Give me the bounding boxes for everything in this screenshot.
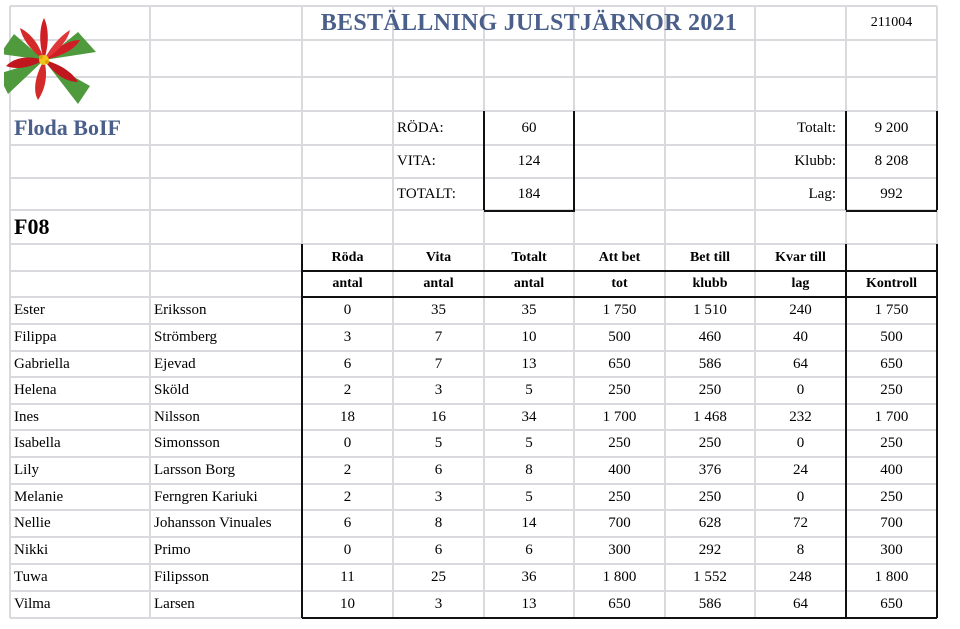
value-cell: 7 <box>434 329 443 345</box>
value-cell: 250 <box>698 488 722 505</box>
value-cell: 1 700 <box>602 408 637 425</box>
value-cell: 34 <box>521 408 537 425</box>
value-cell: 64 <box>793 355 808 372</box>
value-cell: 232 <box>789 408 812 425</box>
value-cell: 650 <box>880 355 903 372</box>
column-header-bottom: antal <box>513 276 545 291</box>
value-cell: 500 <box>608 329 631 345</box>
last-name-cell: Johansson Vinuales <box>154 515 272 531</box>
value-cell: 2 <box>343 382 352 398</box>
value-cell: 400 <box>880 462 903 478</box>
value-cell: 8 <box>525 462 533 478</box>
value-cell: 25 <box>431 569 446 585</box>
first-name-cell: Gabriella <box>14 355 70 372</box>
value-cell: 250 <box>608 435 631 451</box>
column-header-bottom: Kontroll <box>865 276 918 291</box>
first-name-cell: Vilma <box>14 596 51 612</box>
value-cell: 3 <box>343 329 352 345</box>
value-cell: 6 <box>343 515 352 531</box>
value-cell: 35 <box>431 302 446 318</box>
value-cell: 0 <box>796 382 805 398</box>
value-cell: 0 <box>343 302 352 318</box>
value-cell: 0 <box>796 488 805 505</box>
first-name-cell: Nellie <box>14 515 51 531</box>
column-header-bottom: antal <box>423 276 454 291</box>
column-header-top: Bet till <box>689 249 731 265</box>
page-title: BESTÄLLNING JULSTJÄRNOR 2021 <box>320 9 738 36</box>
value-cell: 10 <box>340 596 355 612</box>
value-cell: 1 800 <box>874 569 909 585</box>
grid-line <box>10 76 937 78</box>
value-cell: 1 750 <box>602 302 637 318</box>
value-cell: 240 <box>789 302 812 318</box>
value-cell: 586 <box>698 355 722 372</box>
column-header-bottom: tot <box>611 276 628 291</box>
totalt-value: 184 <box>517 185 541 202</box>
value-cell: 1 750 <box>874 302 909 318</box>
value-cell: 3 <box>434 596 443 612</box>
value-cell: 250 <box>698 382 722 398</box>
last-name-cell: Larsson Borg <box>154 462 235 478</box>
value-cell: 40 <box>793 329 808 345</box>
value-cell: 72 <box>793 515 808 531</box>
value-cell: 6 <box>525 542 533 558</box>
value-cell: 8 <box>796 542 805 558</box>
lag-value: 992 <box>880 185 903 202</box>
column-header-top: Vita <box>425 249 452 265</box>
value-cell: 11 <box>340 569 355 585</box>
value-cell: 2 <box>343 488 352 505</box>
value-cell: 5 <box>434 435 443 451</box>
document-code: 211004 <box>870 15 913 30</box>
first-name-cell: Filippa <box>14 329 57 345</box>
value-cell: 18 <box>340 408 355 425</box>
value-cell: 628 <box>698 515 722 531</box>
poinsettia-icon <box>4 14 108 118</box>
klubb-value: 8 208 <box>874 153 909 169</box>
column-header-bottom: klubb <box>692 276 728 291</box>
column-header-bottom: lag <box>791 276 810 291</box>
first-name-cell: Tuwa <box>14 569 48 585</box>
column-header-top: Röda <box>331 249 364 265</box>
last-name-cell: Strömberg <box>154 329 218 345</box>
value-cell: 248 <box>789 569 812 585</box>
value-cell: 1 468 <box>693 408 727 425</box>
value-cell: 6 <box>343 355 352 372</box>
totalt-sum-label: Totalt: <box>797 119 836 136</box>
column-header-top: Totalt <box>511 249 547 265</box>
value-cell: 13 <box>521 355 537 372</box>
last-name-cell: Eriksson <box>154 302 207 318</box>
value-cell: 650 <box>608 596 631 612</box>
last-name-cell: Filipsson <box>154 569 210 585</box>
value-cell: 3 <box>434 382 443 398</box>
order-sheet <box>10 6 937 618</box>
value-cell: 36 <box>521 569 537 585</box>
value-cell: 500 <box>880 329 903 345</box>
value-cell: 376 <box>698 462 722 478</box>
value-cell: 64 <box>793 596 808 612</box>
last-name-cell: Ferngren Kariuki <box>154 488 258 505</box>
first-name-cell: Helena <box>14 382 57 398</box>
value-cell: 10 <box>521 329 537 345</box>
last-name-cell: Larsen <box>154 596 195 612</box>
column-header-bottom: antal <box>332 276 363 291</box>
value-cell: 0 <box>343 435 352 451</box>
value-cell: 35 <box>521 302 537 318</box>
value-cell: 650 <box>608 355 631 372</box>
value-cell: 250 <box>880 488 903 505</box>
first-name-cell: Melanie <box>14 488 64 505</box>
value-cell: 700 <box>880 515 903 531</box>
club-name: Floda BoIF <box>14 115 121 140</box>
value-cell: 250 <box>608 488 631 505</box>
value-cell: 7 <box>434 355 443 372</box>
value-cell: 1 552 <box>693 569 727 585</box>
lag-label: Lag: <box>808 185 836 202</box>
column-header-top: Kvar till <box>775 249 826 265</box>
value-cell: 250 <box>608 382 631 398</box>
value-cell: 5 <box>525 382 533 398</box>
last-name-cell: Nilsson <box>154 408 200 425</box>
value-cell: 5 <box>525 435 533 451</box>
value-cell: 250 <box>880 382 903 398</box>
grid-line <box>484 210 575 212</box>
first-name-cell: Nikki <box>14 542 49 558</box>
value-cell: 400 <box>608 462 631 478</box>
value-cell: 650 <box>880 596 903 612</box>
value-cell: 292 <box>698 542 722 558</box>
totalt-sum-value: 9 200 <box>874 119 909 136</box>
roda-value: 60 <box>521 119 537 136</box>
column-header-top: Att bet <box>598 249 641 265</box>
value-cell: 3 <box>434 488 443 505</box>
value-cell: 1 700 <box>874 408 909 425</box>
value-cell: 5 <box>525 488 533 505</box>
value-cell: 6 <box>434 542 443 558</box>
value-cell: 300 <box>608 542 631 558</box>
value-cell: 16 <box>431 408 446 425</box>
last-name-cell: Sköld <box>154 382 190 398</box>
vita-value: 124 <box>517 153 541 169</box>
value-cell: 2 <box>343 462 352 478</box>
value-cell: 0 <box>343 542 352 558</box>
last-name-cell: Simonsson <box>154 435 220 451</box>
vita-label: VITA: <box>397 153 436 169</box>
value-cell: 300 <box>880 542 903 558</box>
first-name-cell: Isabella <box>14 435 61 451</box>
last-name-cell: Primo <box>154 542 191 558</box>
first-name-cell: Ines <box>14 408 39 425</box>
value-cell: 6 <box>434 462 443 478</box>
first-name-cell: Lily <box>14 462 39 478</box>
value-cell: 250 <box>698 435 722 451</box>
value-cell: 1 510 <box>693 302 727 318</box>
value-cell: 586 <box>698 596 722 612</box>
value-cell: 8 <box>434 515 443 531</box>
value-cell: 13 <box>521 596 537 612</box>
team-name: F08 <box>14 214 50 239</box>
totalt-label: TOTALT: <box>397 185 456 202</box>
value-cell: 0 <box>796 435 805 451</box>
value-cell: 460 <box>698 329 722 345</box>
grid-line <box>846 210 937 212</box>
first-name-cell: Ester <box>14 302 45 318</box>
value-cell: 700 <box>608 515 631 531</box>
value-cell: 250 <box>880 435 903 451</box>
last-name-cell: Ejevad <box>154 355 196 372</box>
value-cell: 1 800 <box>602 569 637 585</box>
value-cell: 24 <box>793 462 808 478</box>
value-cell: 14 <box>521 515 537 531</box>
roda-label: RÖDA: <box>397 119 444 136</box>
klubb-label: Klubb: <box>794 153 836 169</box>
